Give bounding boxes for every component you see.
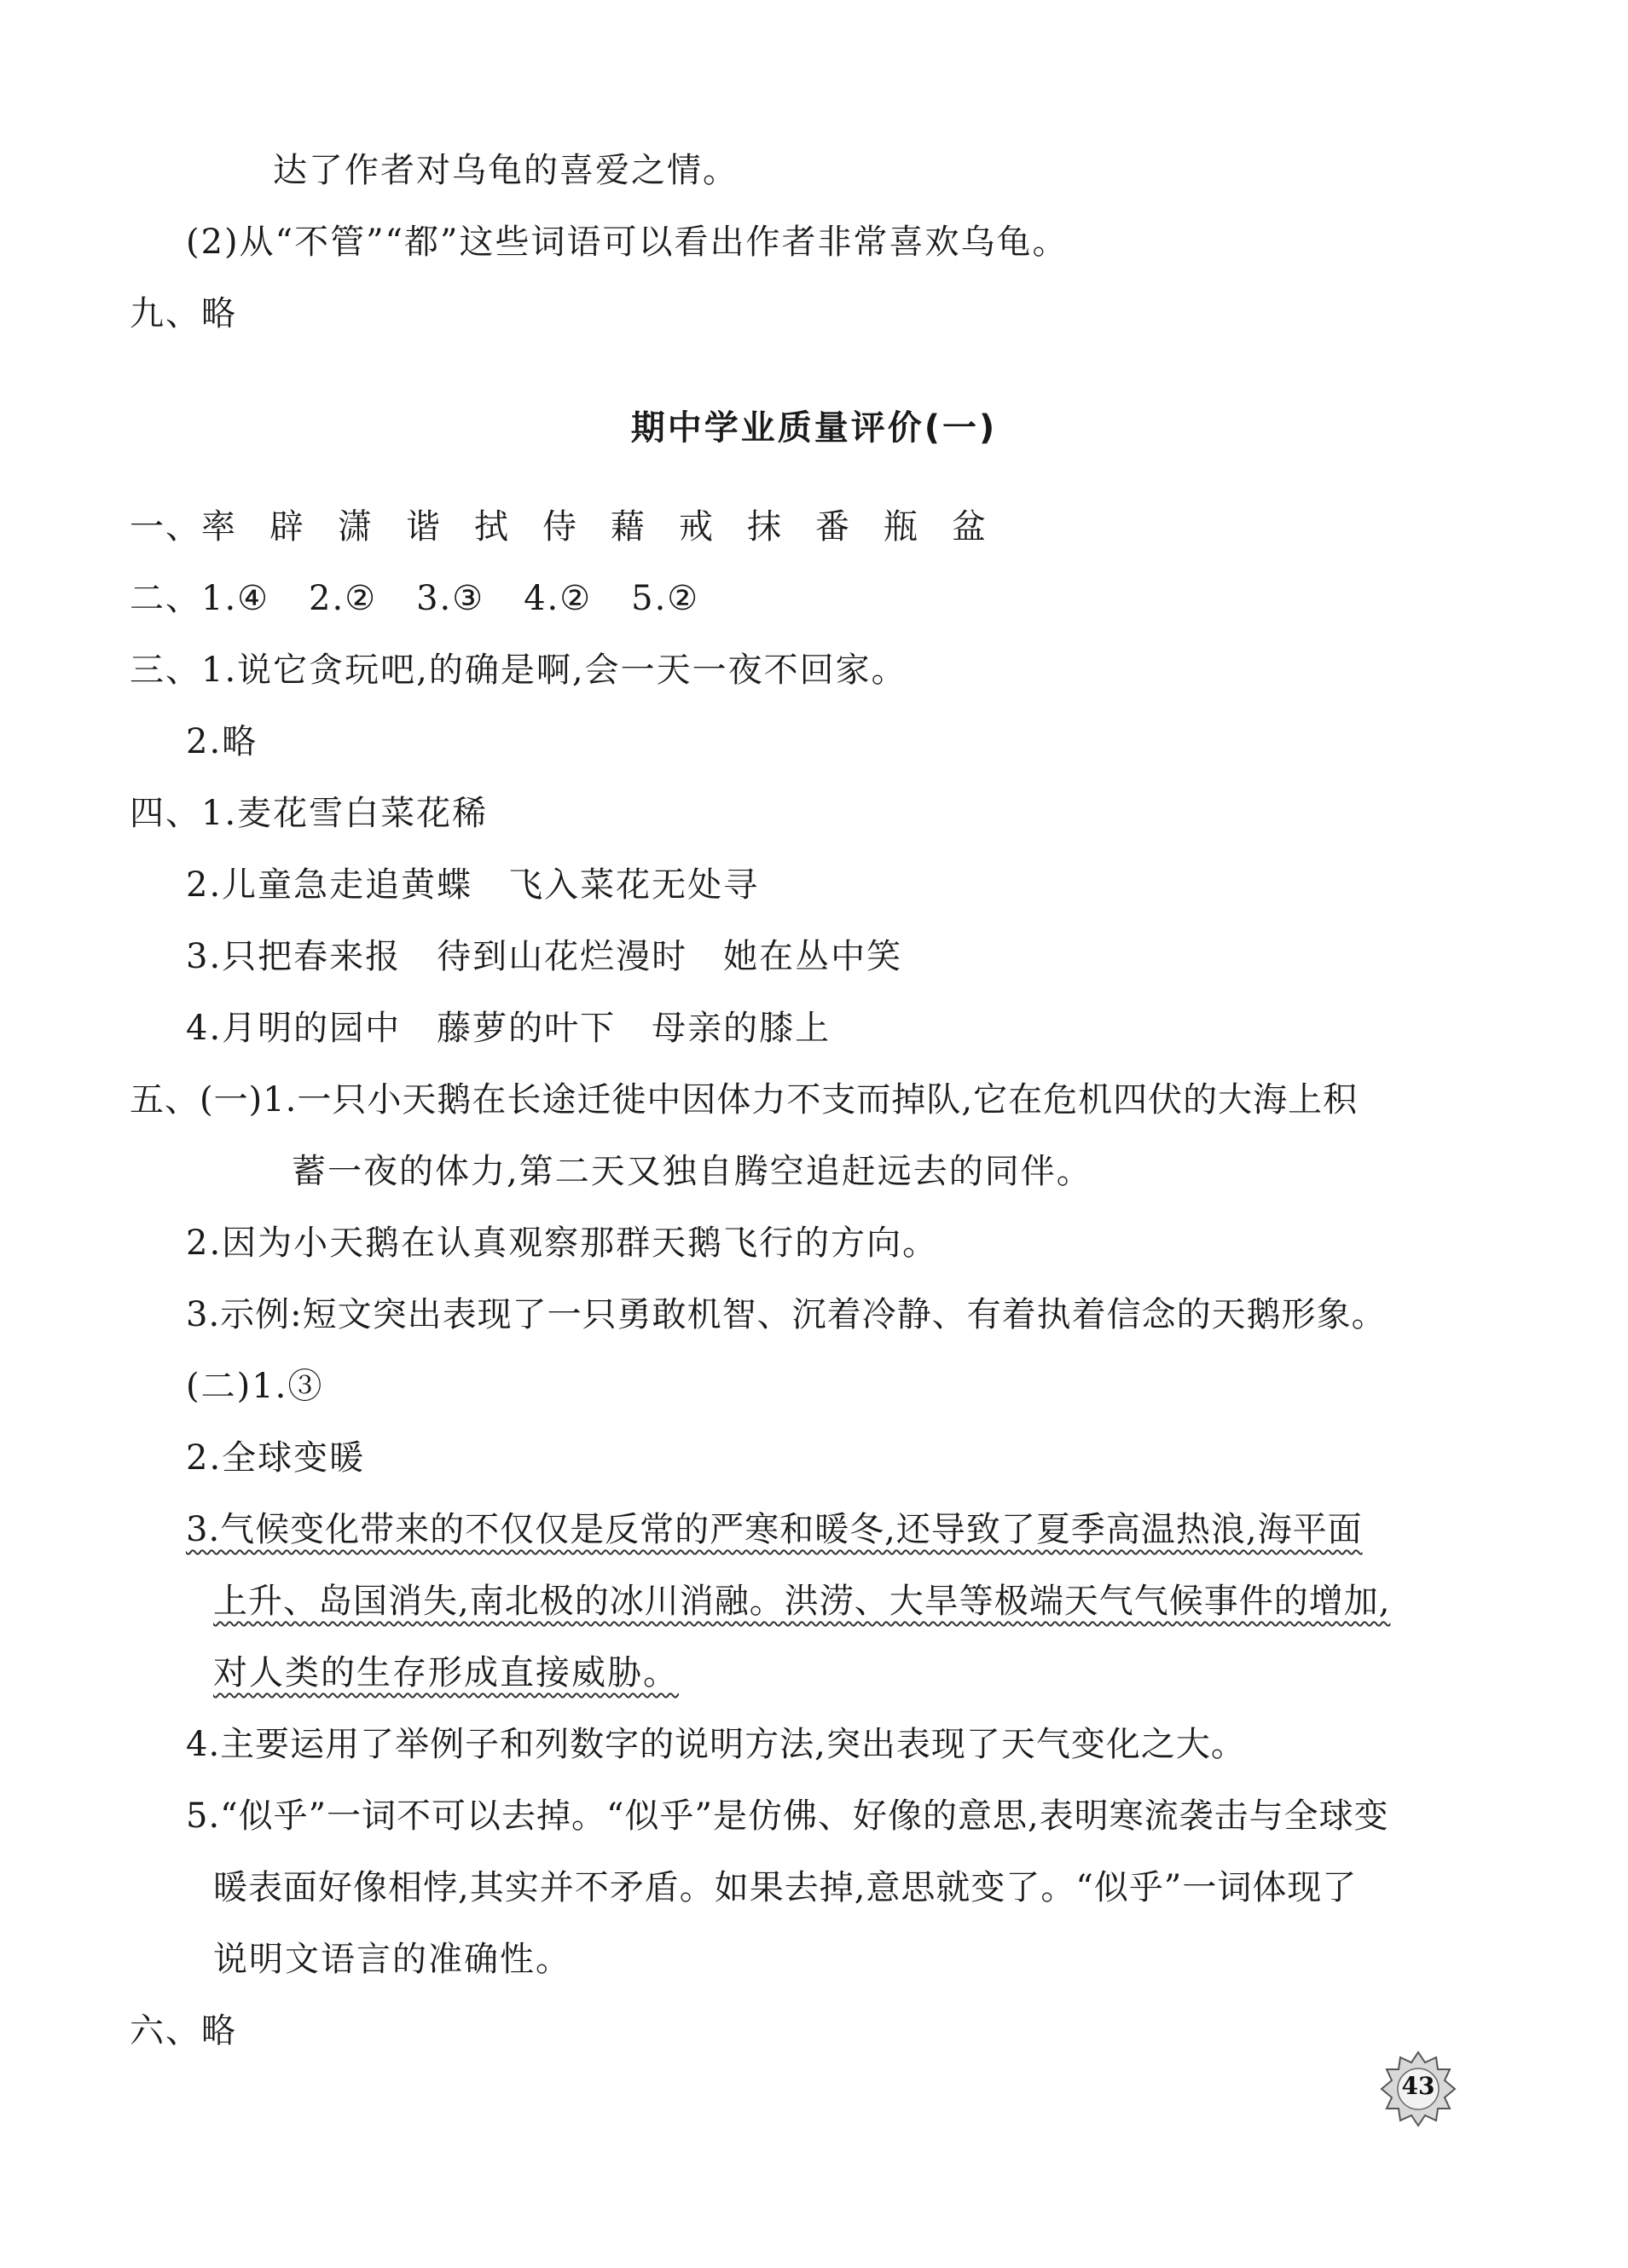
- text-line: [186, 1506, 1363, 1553]
- q1-label: 一、: [130, 507, 201, 547]
- text-line: 2.儿童急走追黄蝶 飞入菜花无处寻: [186, 865, 760, 905]
- underlined-text: 上升、岛国消失,南北极的冰川消融。洪涝、大旱等极端天气气候事件的增加,: [213, 1582, 1391, 1621]
- text-line: 达了作者对乌龟的喜爱之情。: [273, 151, 739, 190]
- text-line: 2.略: [186, 722, 258, 761]
- q2-item: 5.②: [631, 579, 700, 618]
- section-title: 期中学业质量评价(一): [630, 408, 998, 448]
- q1-char: 抹: [747, 507, 783, 547]
- q1-char: 辟: [269, 507, 305, 547]
- q1-char: 盆: [952, 507, 988, 547]
- q2-label: 二、: [130, 579, 201, 618]
- q1-char: 戒: [679, 507, 715, 547]
- text-line: 3.示例:短文突出表现了一只勇敢机智、沉着冷静、有着执着信念的天鹅形象。: [186, 1295, 1387, 1334]
- text-line: 蓄一夜的体力,第二天又独自腾空追赶远去的同伴。: [292, 1152, 1092, 1191]
- text-line: 三、1.说它贪玩吧,的确是啊,会一天一夜不回家。: [130, 651, 907, 690]
- question-1: [130, 503, 1020, 551]
- q1-char: 侍: [542, 507, 578, 547]
- q1-char: 潇: [338, 507, 374, 547]
- q1-char: 率: [201, 507, 237, 547]
- q2-item: 1.④: [201, 579, 270, 618]
- q1-char: 番: [815, 507, 851, 547]
- text-line: 暖表面好像相悖,其实并不矛盾。如果去掉,意思就变了。“似乎”一词体现了: [213, 1868, 1358, 1907]
- text-line: 4.主要运用了举例子和列数字的说明方法,突出表现了天气变化之大。: [186, 1725, 1246, 1764]
- text-line: 3.只把春来报 待到山花烂漫时 她在丛中笑: [186, 937, 903, 976]
- text-line: 2.因为小天鹅在认真观察那群天鹅飞行的方向。: [186, 1224, 939, 1263]
- underlined-text: 3.气候变化带来的不仅仅是反常的严寒和暖冬,还导致了夏季高温热浪,海平面: [186, 1510, 1363, 1549]
- text-line: 六、略: [130, 2011, 237, 2051]
- question-2: [130, 575, 739, 622]
- text-line: 4.月明的园中 藤萝的叶下 母亲的膝上: [186, 1009, 831, 1048]
- text-line: 九、略: [130, 294, 237, 333]
- text-line: 2.全球变暖: [186, 1438, 366, 1478]
- q1-char: 谐: [406, 507, 442, 547]
- text-line: 说明文语言的准确性。: [213, 1940, 571, 1979]
- text-line: (二)1.③: [186, 1367, 324, 1406]
- page-number: 43: [1401, 2072, 1435, 2100]
- q1-char: 拭: [474, 507, 510, 547]
- q1-char: 藉: [611, 507, 646, 547]
- text-line: [213, 1577, 1390, 1625]
- text-line: [213, 1649, 679, 1697]
- text-line: 四、1.麦花雪白菜花稀: [130, 794, 489, 833]
- q2-item: 3.③: [416, 579, 485, 618]
- underlined-text: 对人类的生存形成直接威胁。: [213, 1653, 679, 1692]
- text-line: 五、(一)1.一只小天鹅在长途迁徙中因体力不支而掉队,它在危机四伏的大海上积: [130, 1080, 1359, 1120]
- q2-item: 2.②: [309, 579, 378, 618]
- text-line: 5.“似乎”一词不可以去掉。“似乎”是仿佛、好像的意思,表明寒流袭击与全球变: [186, 1796, 1389, 1836]
- q2-item: 4.②: [524, 579, 593, 618]
- q1-char: 瓶: [884, 507, 919, 547]
- text-line: (2)从“不管”“都”这些词语可以看出作者非常喜欢乌龟。: [186, 223, 1069, 262]
